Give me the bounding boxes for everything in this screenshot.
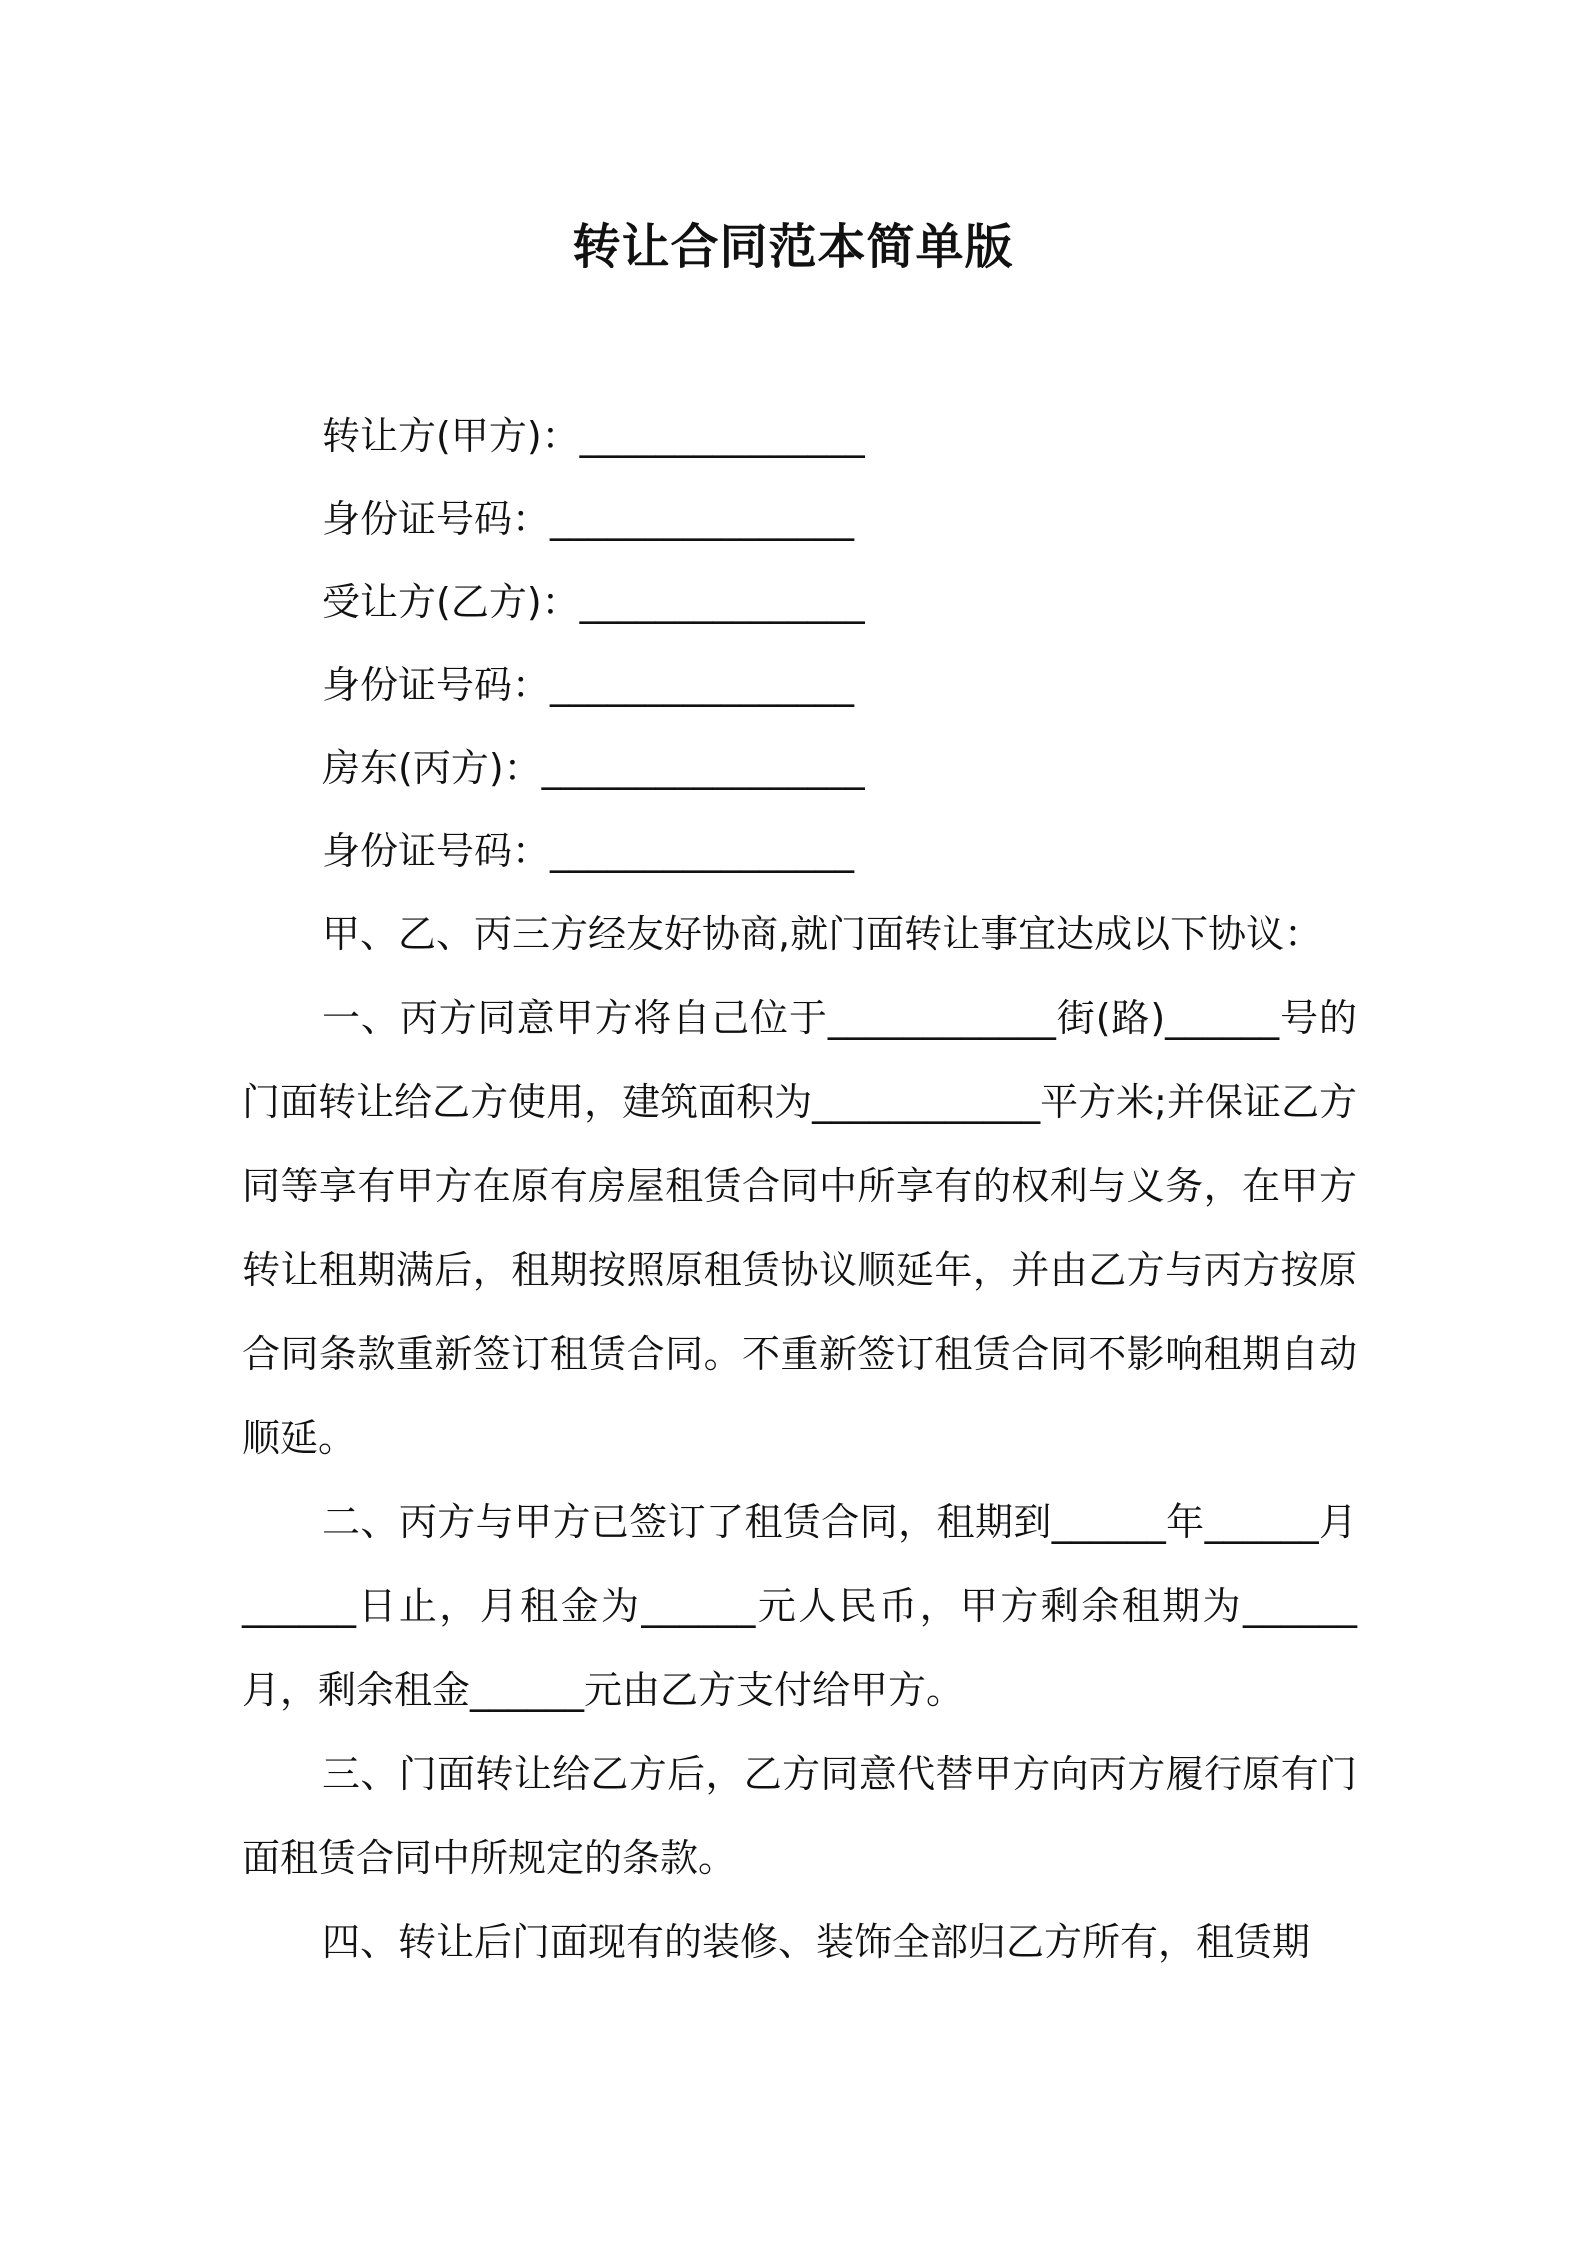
transferee-field: 受让方(乙方)：_______________ [322, 580, 865, 624]
clause-1: 一、丙方同意甲方将自己位于____________街(路)______号的门面转让给乙方使用，建筑面积为____________平方米;并保证乙方同等享有甲方在原有房屋租赁合同中所享有的权利与义务，在甲方转让租期满后，租期按照原租赁协议顺延年，并由乙方与丙方按原合同条款重新签订租赁合同。不重新签订租赁合同不影响租期自动顺延。 [242, 996, 1357, 1460]
clause-4: 四、转让后门面现有的装修、装饰全部归乙方所有，租赁期 [322, 1920, 1311, 1964]
document-title: 转让合同范本简单版 [572, 219, 1014, 275]
transferee-id-field: 身份证号码：________________ [322, 663, 855, 707]
intro-paragraph: 甲、乙、丙三方经友好协商,就门面转让事宜达成以下协议： [322, 912, 1323, 956]
clause-3: 三、门面转让给乙方后，乙方同意代替甲方向丙方履行原有门面租赁合同中所规定的条款。 [242, 1752, 1357, 1880]
transferor-field: 转让方(甲方)：_______________ [322, 414, 865, 458]
landlord-id-field: 身份证号码：________________ [322, 829, 855, 873]
transferor-id-field: 身份证号码：________________ [322, 497, 855, 541]
clause-2: 二、丙方与甲方已签订了租赁合同，租期到______年______月______日止，月租金为______元人民币，甲方剩余租期为______月，剩余租金______元由乙方支付给甲方。 [242, 1500, 1357, 1712]
landlord-field: 房东(丙方)：_________________ [322, 746, 865, 790]
